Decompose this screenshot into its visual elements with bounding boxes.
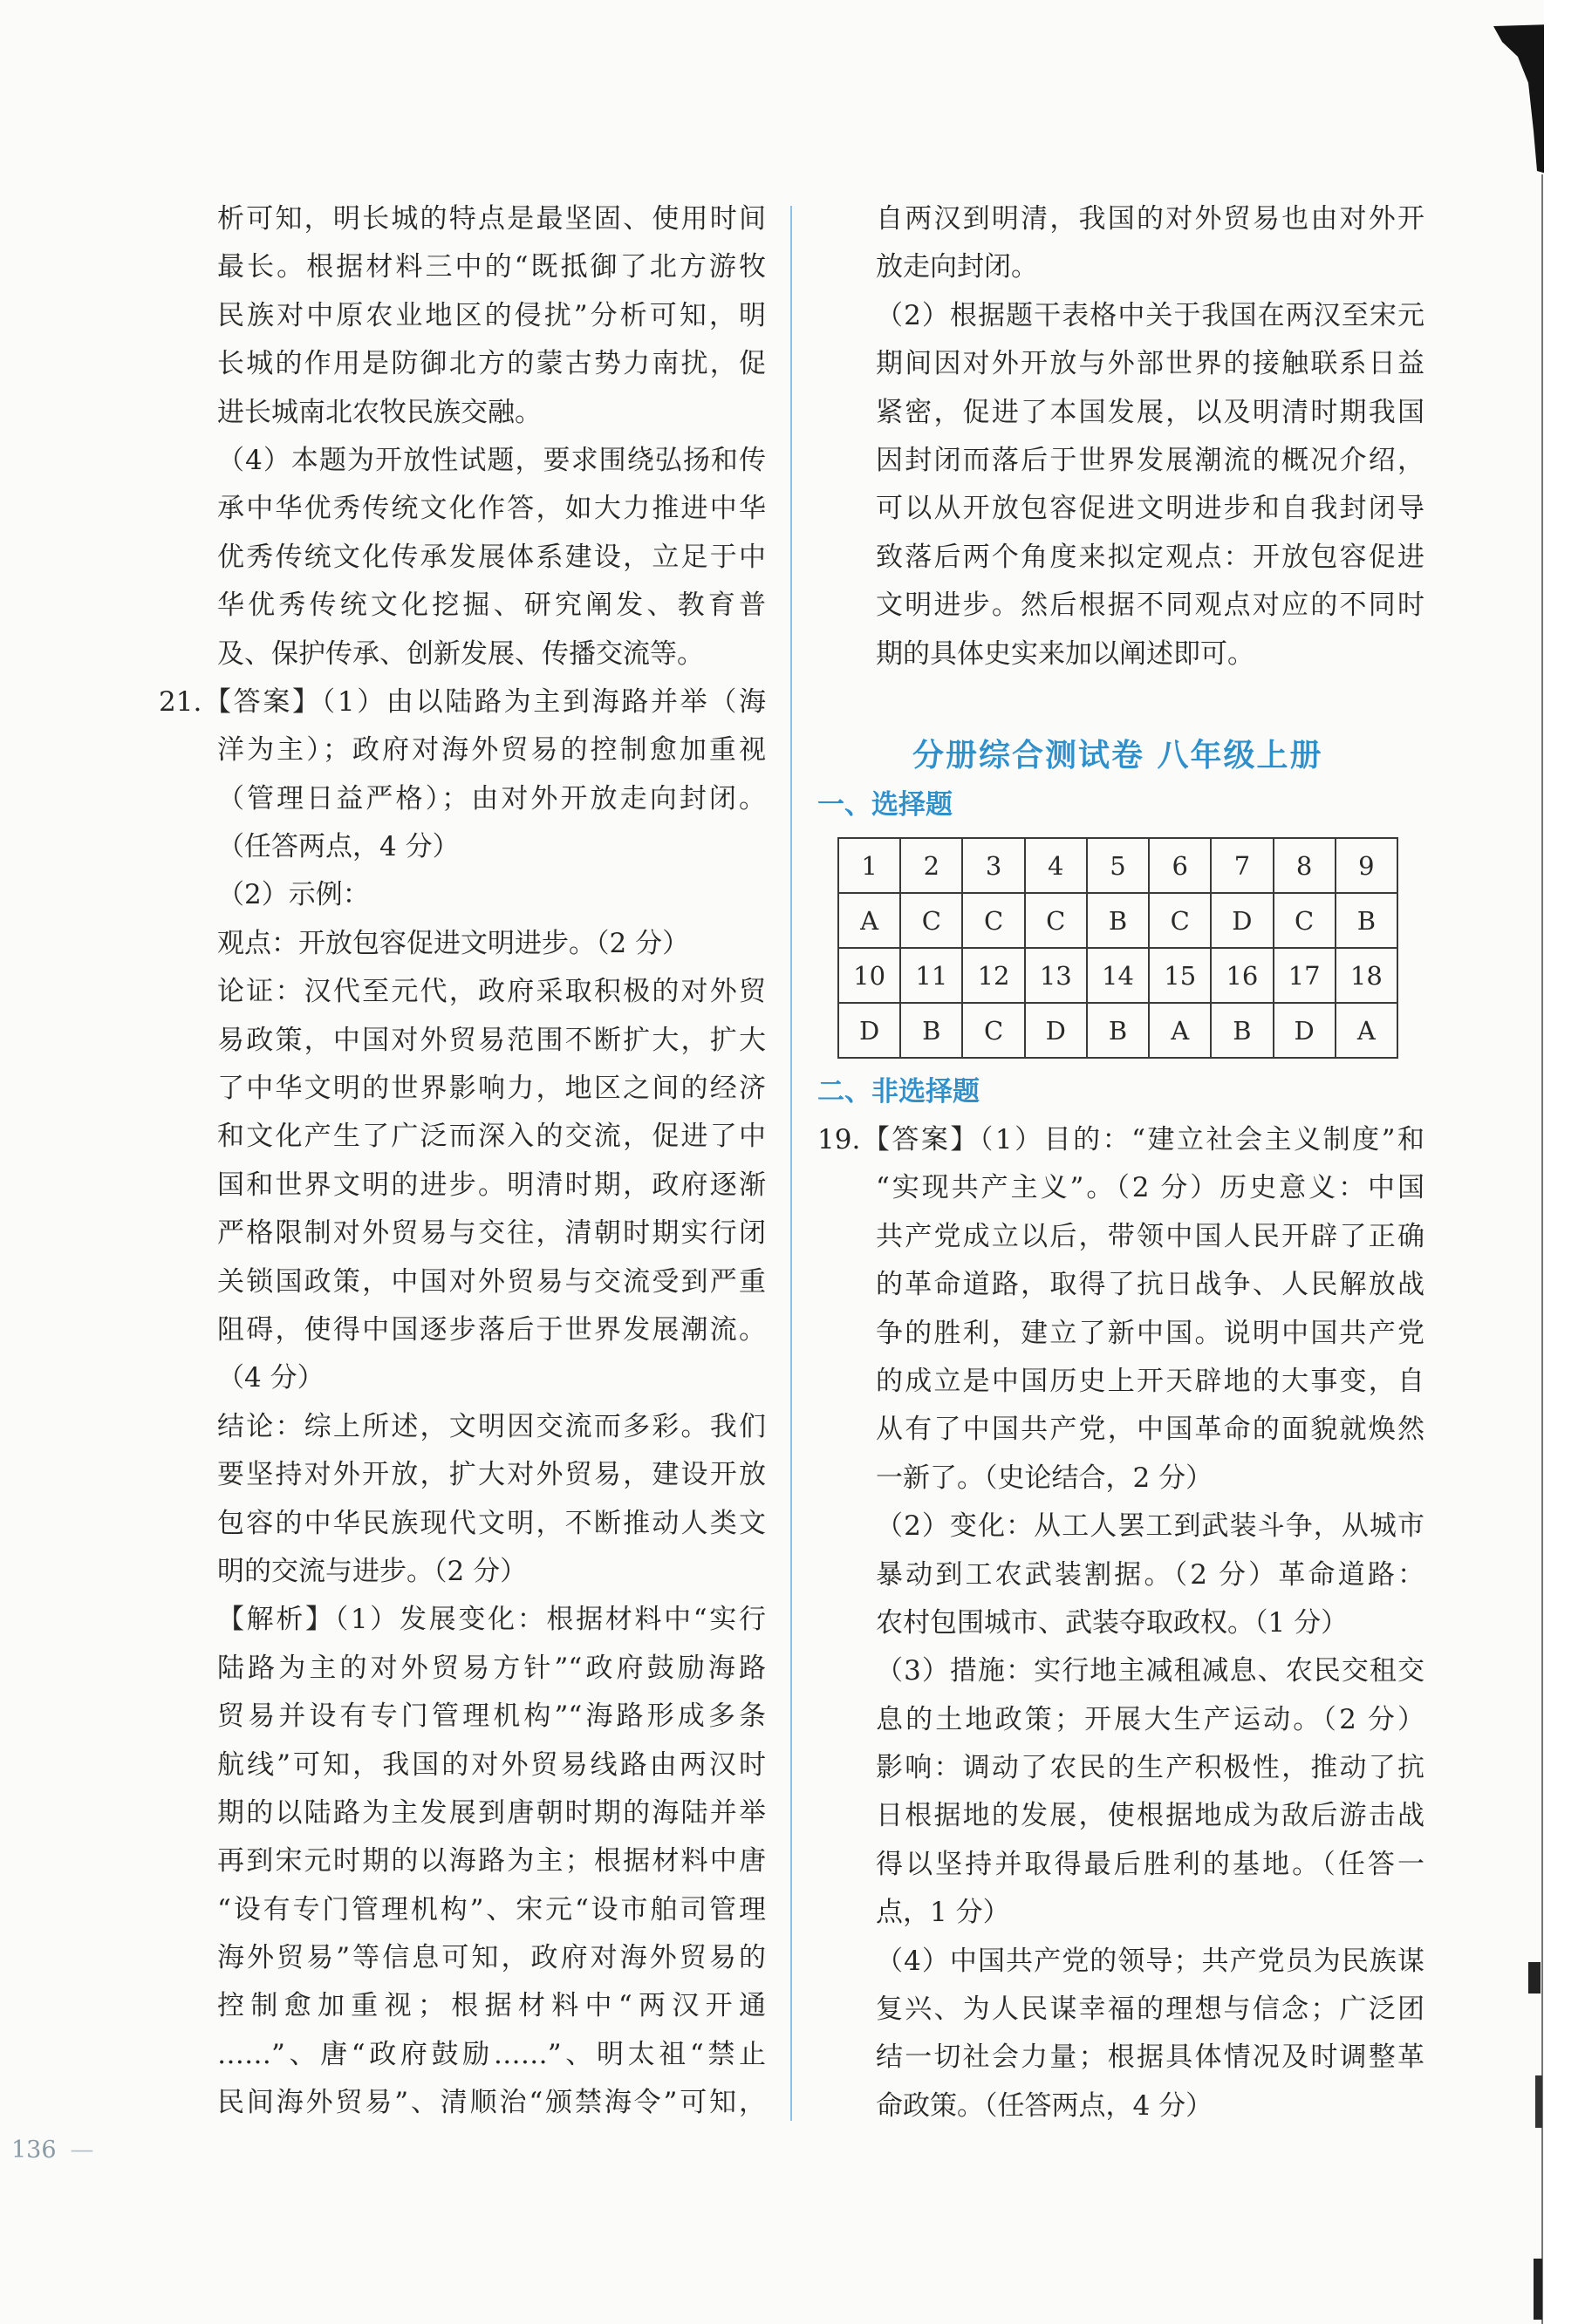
text-line: ……”、唐“政府鼓励……”、明太祖“禁止: [217, 2038, 766, 2070]
table-cell: B: [1087, 893, 1149, 948]
table-cell: A: [1149, 1003, 1211, 1058]
non-choice-questions-heading: 二、非选择题: [817, 1076, 980, 1107]
text-line: 可以从开放包容促进文明进步和自我封闭导: [876, 493, 1424, 525]
table-cell: 10: [838, 948, 900, 1003]
table-cell: 2: [900, 838, 962, 893]
column-divider: [790, 206, 792, 2121]
text-line: 得以坚持并取得最后胜利的基地。（任答一: [876, 1848, 1424, 1880]
text-line: 放走向封闭。: [876, 251, 1038, 283]
table-cell: 17: [1274, 948, 1336, 1003]
table-cell: A: [1336, 1003, 1397, 1058]
table-cell: 7: [1211, 838, 1273, 893]
text-line: 洋为主）；政府对海外贸易的控制愈加重视: [217, 734, 766, 767]
text-line: 民族对中原农业地区的侵扰”分析可知，明: [217, 299, 766, 331]
text-line: 明的交流与进步。（2 分）: [217, 1555, 528, 1587]
text-line: 阻碍，使得中国逐步落后于世界发展潮流。: [217, 1313, 766, 1346]
text-line: 严格限制对外贸易与交往，清朝时期实行闭: [217, 1217, 766, 1250]
table-cell: C: [962, 893, 1024, 948]
table-row-question-numbers: [838, 948, 1397, 1003]
table-cell: B: [1087, 1003, 1149, 1058]
text-line: 优秀传统文化传承发展体系建设，立足于中: [217, 541, 766, 573]
table-cell: C: [1149, 893, 1211, 948]
text-line: 包容的中华民族现代文明，不断推动人类文: [217, 1507, 766, 1539]
text-line: 息的土地政策；开展大生产运动。（2 分）: [876, 1703, 1424, 1735]
text-line: 了中华文明的世界影响力，地区之间的经济: [217, 1073, 766, 1105]
right-column-top: [876, 195, 1424, 678]
text-line: 观点：开放包容促进文明进步。（2 分）: [217, 927, 690, 959]
text-line: 易政策，中国对外贸易范围不断扩大，扩大: [217, 1024, 766, 1056]
text-line: 长城的作用是防御北方的蒙古势力南扰，促: [217, 348, 766, 380]
text-line: （任答两点，4 分）: [217, 831, 460, 863]
table-cell: D: [1274, 1003, 1336, 1058]
text-line: （2）示例：: [217, 879, 370, 911]
table-cell: 18: [1336, 948, 1397, 1003]
table-cell: C: [962, 1003, 1024, 1058]
table-cell: D: [1025, 1003, 1087, 1058]
choice-questions-heading: 一、选择题: [817, 789, 953, 821]
table-cell: C: [1025, 893, 1087, 948]
text-line: 控制愈加重视；根据材料中“两汉开通: [217, 1990, 766, 2022]
text-line: 一新了。（史论结合，2 分）: [876, 1462, 1213, 1494]
text-line: （2）根据题干表格中关于我国在两汉至宋元: [876, 299, 1424, 331]
text-line: 农村包围城市、武装夺取政权。（1 分）: [876, 1606, 1349, 1639]
text-line: 及、保护传承、创新发展、传播交流等。: [217, 637, 704, 670]
text-line: 的革命道路，取得了抗日战争、人民解放战: [876, 1269, 1424, 1301]
table-cell: 9: [1336, 838, 1397, 893]
table-cell: 12: [962, 948, 1024, 1003]
text-line: 期的以陆路为主发展到唐朝时期的海陆并举: [217, 1796, 766, 1829]
table-cell: 1: [838, 838, 900, 893]
text-line: 要坚持对外开放，扩大对外贸易，建设开放: [217, 1459, 766, 1491]
text-line: 自两汉到明清，我国的对外贸易也由对外开: [876, 203, 1424, 235]
text-line: 的成立是中国历史上开天辟地的大事变，自: [876, 1365, 1424, 1397]
table-cell: B: [1336, 893, 1397, 948]
text-line: 结论：综上所述，文明因交流而多彩。我们: [217, 1410, 766, 1442]
text-line: 海外贸易”等信息可知，政府对海外贸易的: [217, 1942, 766, 1974]
text-line: （4）本题为开放性试题，要求围绕弘扬和传: [217, 444, 766, 476]
table-cell: B: [900, 1003, 962, 1058]
choice-answer-table: [837, 837, 1398, 1059]
page-number: [11, 2133, 94, 2168]
table-cell: 4: [1025, 838, 1087, 893]
text-line: 再到宋元时期的以海路为主；根据材料中唐: [217, 1845, 766, 1878]
text-line: （4）中国共产党的领导；共产党员为民族谋: [876, 1945, 1424, 1977]
text-line: （3）措施：实行地主减租减息、农民交租交: [876, 1655, 1424, 1687]
page-number-rule: —: [70, 2137, 94, 2164]
text-line: （管理日益严格）；由对外开放走向封闭。: [217, 782, 766, 814]
text-line: 关锁国政策，中国对外贸易与交流受到严重: [217, 1265, 766, 1298]
text-line: 【解析】（1）发展变化：根据材料中“实行: [217, 1604, 766, 1636]
text-line: 国和世界文明的进步。明清时期，政府逐渐: [217, 1169, 766, 1201]
text-line: 最长。根据材料三中的“既抵御了北方游牧: [217, 251, 766, 283]
question-19-answer-line: 19.【答案】（1）目的：“建立社会主义制度”和: [817, 1124, 1424, 1155]
text-line: “实现共产主义”。（2 分）历史意义：中国: [876, 1172, 1424, 1204]
table-cell: C: [900, 893, 962, 948]
table-cell: 8: [1274, 838, 1336, 893]
text-line: 华优秀传统文化挖掘、研究阐发、教育普: [217, 590, 766, 622]
table-cell: 3: [962, 838, 1024, 893]
text-line: 影响：调动了农民的生产积极性，推动了抗: [876, 1752, 1424, 1784]
table-cell: 11: [900, 948, 962, 1003]
table-cell: D: [1211, 893, 1273, 948]
table-cell: 16: [1211, 948, 1273, 1003]
text-line: 航线”可知，我国的对外贸易线路由两汉时: [217, 1748, 766, 1781]
text-line: 期的具体史实来加以阐述即可。: [876, 637, 1254, 670]
table-row-answers: [838, 1003, 1397, 1058]
text-line: 析可知，明长城的特点是最坚固、使用时间: [217, 203, 766, 235]
section-title: 分册综合测试卷 八年级上册: [912, 738, 1323, 774]
text-line: 因封闭而落后于世界发展潮流的概况介绍，: [876, 444, 1424, 476]
text-line: 致落后两个角度来拟定观点：开放包容促进: [876, 541, 1424, 573]
table-cell: D: [838, 1003, 900, 1058]
left-column: [159, 195, 766, 2128]
text-line: 争的胜利，建立了新中国。说明中国共产党: [876, 1317, 1424, 1349]
table-cell: B: [1211, 1003, 1273, 1058]
text-line: 进长城南北农牧民族交融。: [217, 396, 542, 428]
text-line: 陆路为主的对外贸易方针”“政府鼓励海路: [217, 1652, 766, 1684]
text-line: 共产党成立以后，带领中国人民开辟了正确: [876, 1220, 1424, 1252]
text-line: 民间海外贸易”、清顺治“颁禁海令”可知，: [217, 2087, 766, 2119]
text-line: （2）变化：从工人罢工到武装斗争，从城市: [876, 1510, 1424, 1543]
text-line: （4 分）: [217, 1362, 325, 1394]
table-row-answers: [838, 893, 1397, 948]
table-cell: 15: [1149, 948, 1211, 1003]
table-cell: A: [838, 893, 900, 948]
right-column-answers: [817, 1116, 1424, 2130]
text-line: 复兴、为人民谋幸福的理想与信念；广泛团: [876, 1993, 1424, 2026]
text-line: 期间因对外开放与外部世界的接触联系日益: [876, 348, 1424, 380]
text-line: “设有专门管理机构”、宋元“设市舶司管理: [217, 1893, 766, 1925]
question-21-answer-line: 21.【答案】（1）由以陆路为主到海路并举（海: [159, 685, 766, 718]
text-line: 论证：汉代至元代，政府采取积极的对外贸: [217, 976, 766, 1008]
text-line: 贸易并设有专门管理机构”“海路形成多条: [217, 1700, 766, 1733]
text-line: 从有了中国共产党，中国革命的面貌就焕然: [876, 1414, 1424, 1446]
text-line: 日根据地的发展，使根据地成为敌后游击战: [876, 1800, 1424, 1832]
text-line: 和文化产生了广泛而深入的交流，促进了中: [217, 1121, 766, 1153]
text-line: 承中华优秀传统文化作答，如大力推进中华: [217, 493, 766, 525]
text-line: 点，1 分）: [876, 1897, 1010, 1929]
text-line: 结一切社会力量；根据具体情况及时调整革: [876, 2041, 1424, 2074]
table-cell: 14: [1087, 948, 1149, 1003]
text-line: 暴动到工农武装割据。（2 分）革命道路：: [876, 1558, 1424, 1591]
table-cell: 6: [1149, 838, 1211, 893]
text-line: 文明进步。然后根据不同观点对应的不同时: [876, 590, 1424, 622]
table-cell: C: [1274, 893, 1336, 948]
text-line: 紧密，促进了本国发展，以及明清时期我国: [876, 396, 1424, 428]
table-row-question-numbers: [838, 838, 1397, 893]
text-line: 命政策。（任答两点，4 分）: [876, 2089, 1213, 2122]
table-cell: 13: [1025, 948, 1087, 1003]
table-cell: 5: [1087, 838, 1149, 893]
page-number-value: 136: [11, 2137, 57, 2164]
